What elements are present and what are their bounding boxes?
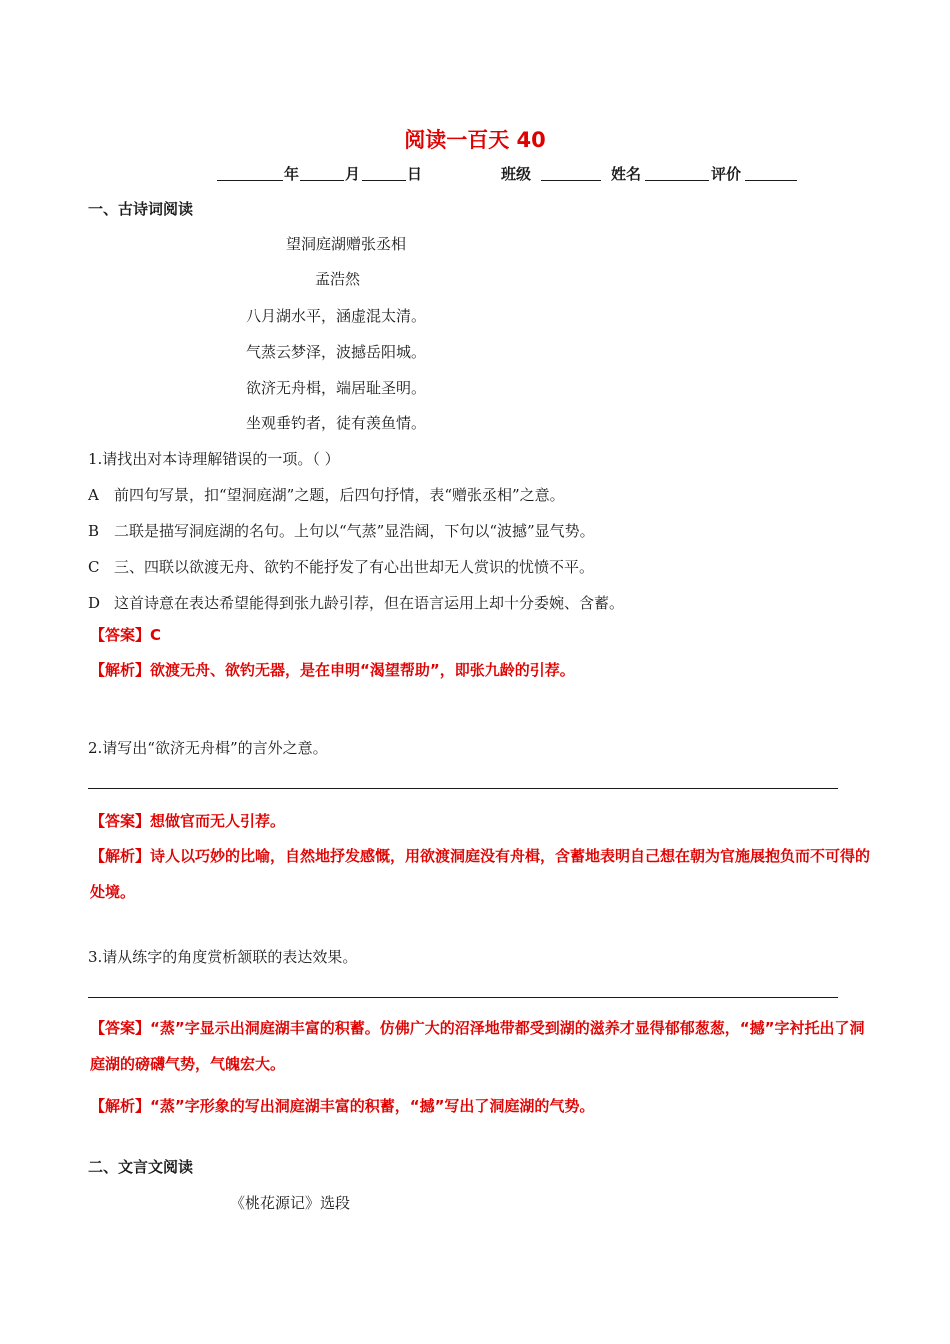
eval-label: 评价	[711, 165, 742, 183]
analysis-1: 【解析】欲渡无舟、欲钓无器，是在申明“渴望帮助”，即张九龄的引荐。	[90, 661, 575, 679]
poem-title: 望洞庭湖赠张丞相	[286, 235, 407, 253]
option-b[interactable]	[88, 520, 595, 541]
option-c[interactable]	[88, 556, 594, 577]
option-a[interactable]	[88, 484, 565, 505]
analysis-3: 【解析】“蒸”字形象的写出洞庭湖丰富的积蓄，“撼”写出了洞庭湖的气势。	[90, 1097, 595, 1115]
poem-line: 坐观垂钓者，徒有羡鱼情。	[246, 414, 427, 432]
option-letter: B	[88, 522, 100, 540]
question-1: 1.请找出对本诗理解错误的一项。（ ）	[88, 450, 340, 468]
poem-line: 八月湖水平，涵虚混太清。	[246, 307, 427, 325]
page-title: 阅读一百天 40	[404, 128, 546, 152]
option-d[interactable]	[88, 592, 624, 613]
year-blank[interactable]	[217, 180, 283, 181]
answer-3: 【答案】“蒸”字显示出洞庭湖丰富的积蓄。仿佛广大的沼泽地带都受到湖的滋养才显得郁郁葱葱，“撼”字衬托出了洞庭湖的磅礴气势，气魄宏大。	[90, 1019, 865, 1073]
class-blank[interactable]	[541, 180, 601, 181]
answer-line-3[interactable]	[88, 997, 838, 998]
poem-line: 气蒸云梦泽，波撼岳阳城。	[246, 343, 427, 361]
option-text: 三、四联以欲渡无舟、欲钓不能抒发了有心出世却无人赏识的忧愤不平。	[114, 558, 595, 576]
option-letter: D	[88, 594, 101, 612]
poem-line: 欲济无舟楫，端居耻圣明。	[246, 379, 427, 397]
text-title: 《桃花源记》选段	[230, 1194, 351, 1212]
question-2: 2.请写出“欲济无舟楫”的言外之意。	[88, 739, 328, 757]
section-heading-classical: 二、文言文阅读	[88, 1158, 194, 1176]
option-text: 二联是描写洞庭湖的名句。上句以“气蒸”显浩阔，下句以“波撼”显气势。	[114, 522, 595, 540]
month-label: 月	[345, 165, 361, 183]
option-text: 这首诗意在表达希望能得到张九龄引荐，但在语言运用上却十分委婉、含蓄。	[114, 594, 625, 612]
answer-line-2[interactable]	[88, 788, 838, 789]
header-info-line	[0, 163, 950, 185]
option-letter: A	[88, 486, 99, 504]
class-label: 班级	[501, 165, 532, 183]
analysis-2: 【解析】诗人以巧妙的比喻，自然地抒发感慨，用欲渡洞庭没有舟楫，含蓄地表明自己想在朝为官施展抱负而不可得的处境。	[90, 847, 871, 901]
year-label: 年	[284, 165, 300, 183]
month-blank[interactable]	[300, 180, 344, 181]
option-letter: C	[88, 558, 100, 576]
answer-1: 【答案】C	[90, 626, 162, 644]
section-heading-poetry: 一、古诗词阅读	[88, 200, 194, 218]
question-3: 3.请从练字的角度赏析颔联的表达效果。	[88, 948, 358, 966]
option-text: 前四句写景，扣“望洞庭湖”之题，后四句抒情，表“赠张丞相”之意。	[114, 486, 565, 504]
name-label: 姓名	[611, 165, 642, 183]
answer-2: 【答案】想做官而无人引荐。	[90, 812, 286, 830]
day-label: 日	[407, 165, 423, 183]
name-blank[interactable]	[645, 180, 709, 181]
eval-blank[interactable]	[745, 180, 797, 181]
poem-author: 孟浩然	[315, 270, 361, 288]
day-blank[interactable]	[362, 180, 406, 181]
